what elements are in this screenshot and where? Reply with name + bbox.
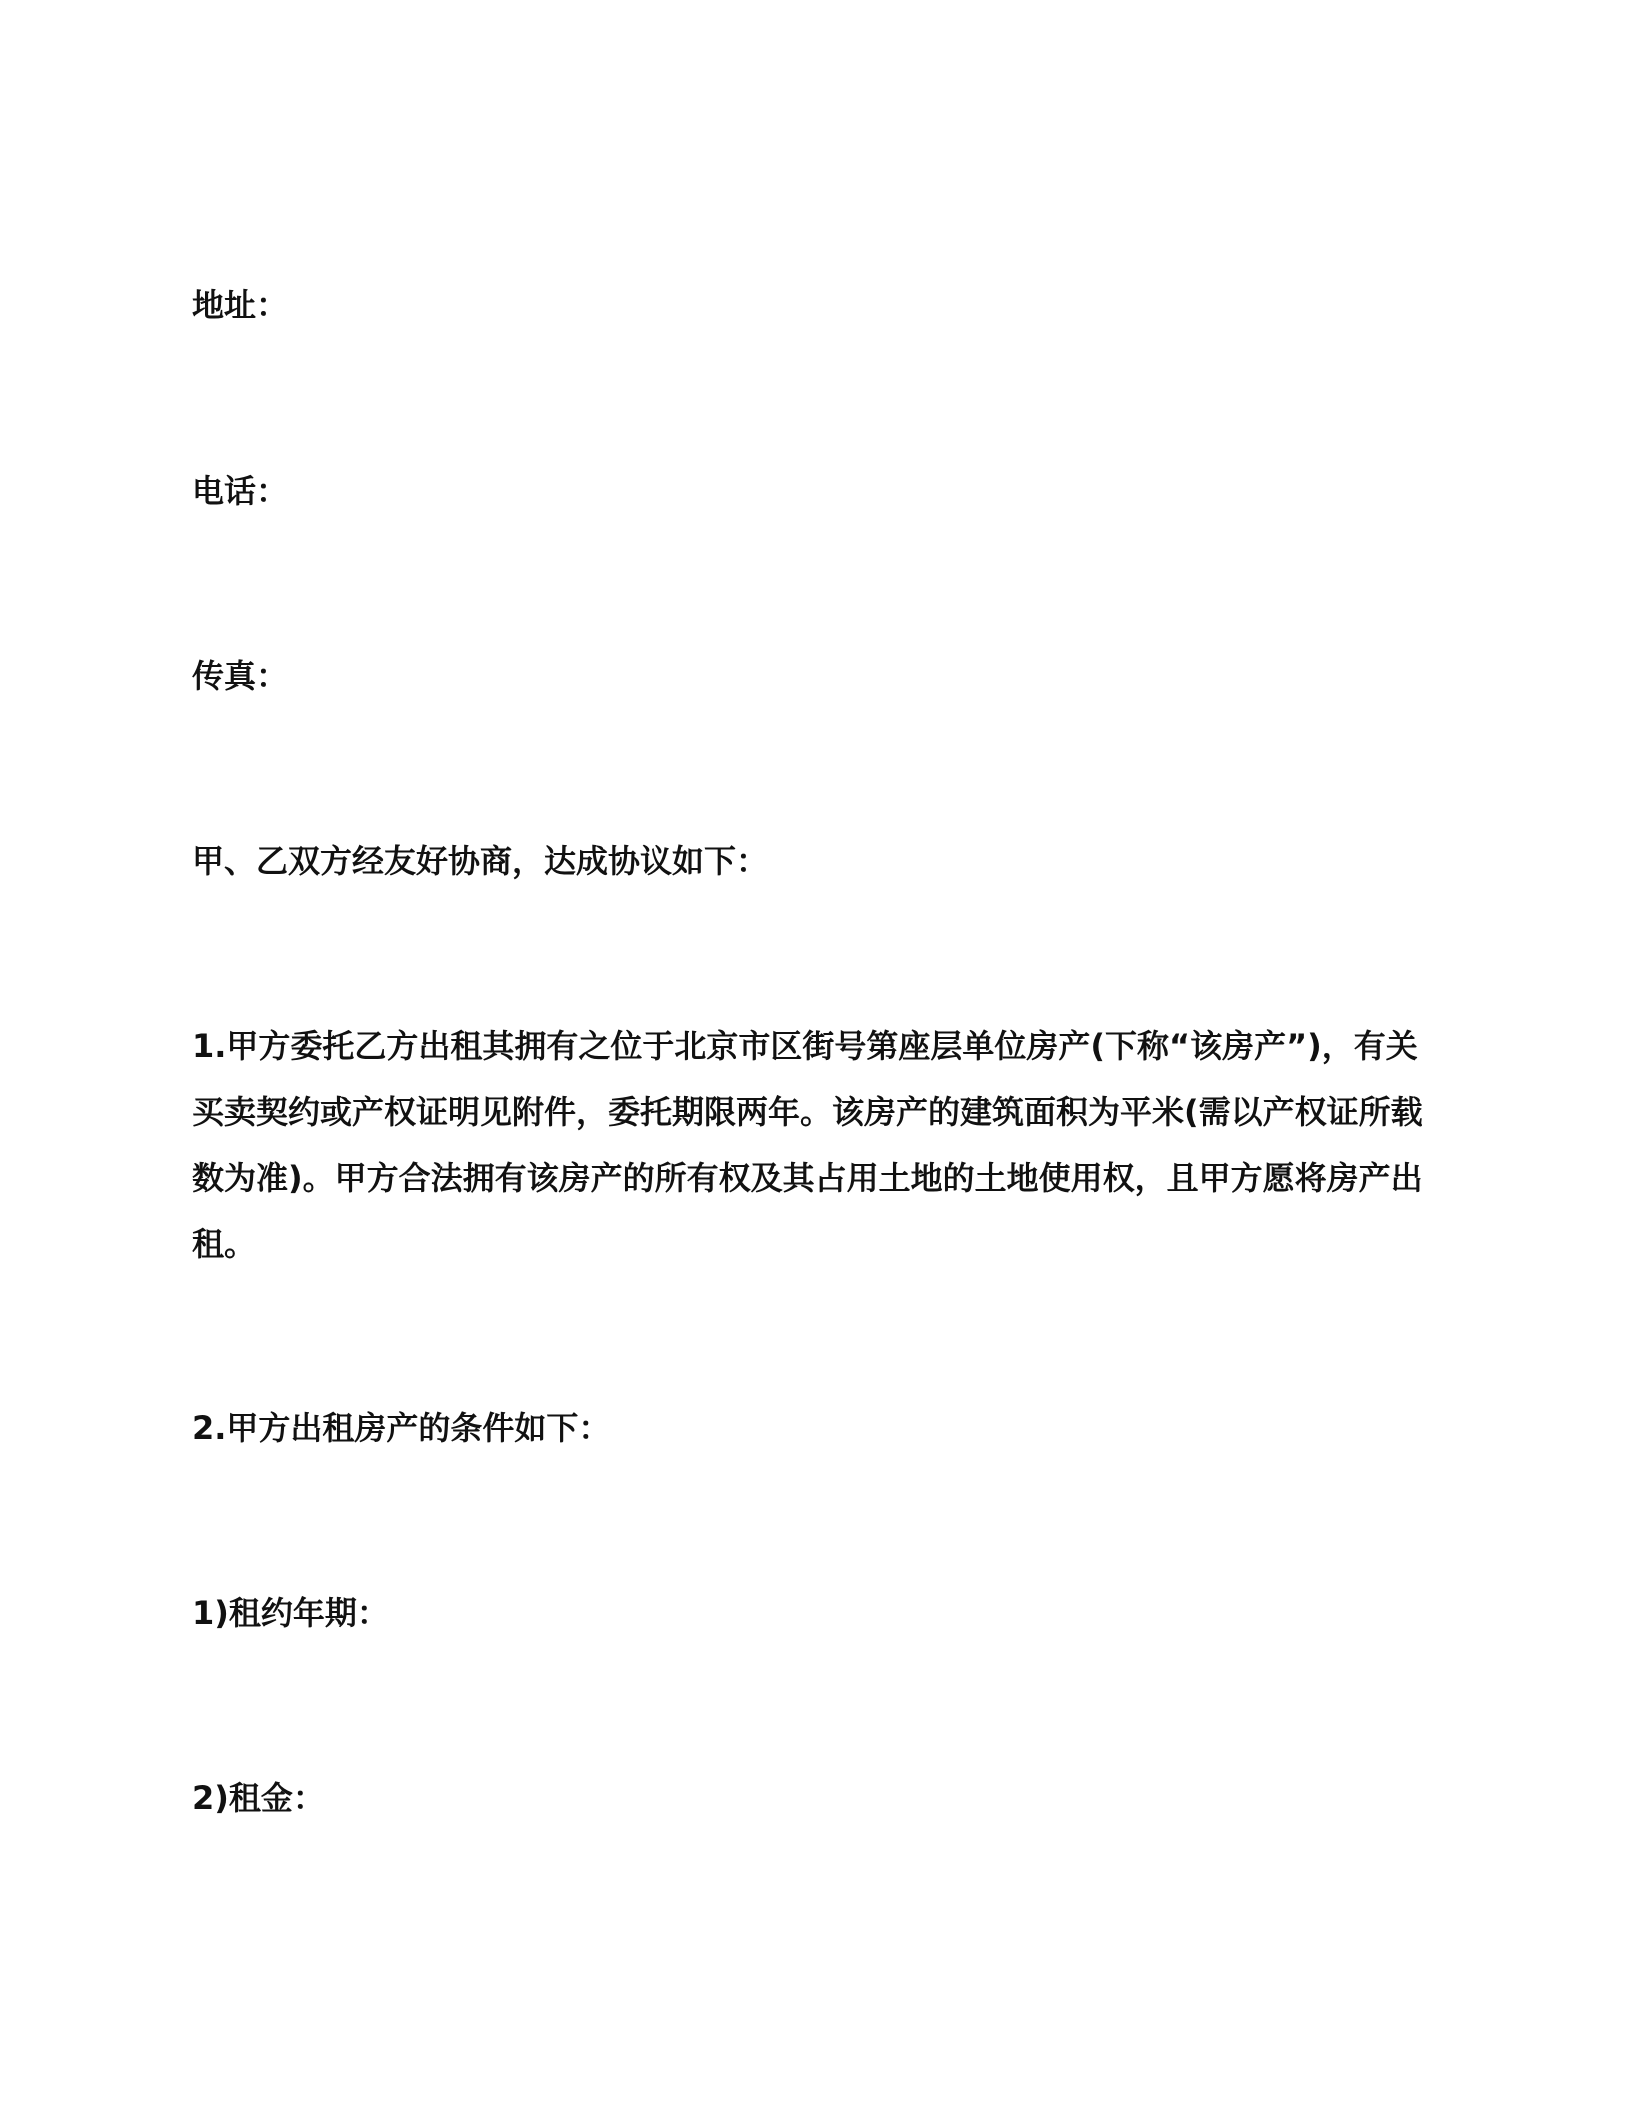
clause-1-line: 买卖契约或产权证明见附件，委托期限两年。该房产的建筑面积为平米(需以产权证所载: [192, 1093, 1423, 1131]
clause-1: [192, 1013, 1428, 1277]
rent-item: 2)租金：: [192, 1779, 325, 1817]
clause-1-line: 数为准)。甲方合法拥有该房产的所有权及其占用土地的土地使用权，且甲方愿将房产出: [192, 1159, 1423, 1197]
address-label: 地址：: [192, 286, 289, 324]
clause-2-title: 2.甲方出租房产的条件如下：: [192, 1409, 611, 1447]
agreement-intro: 甲、乙双方经友好协商，达成协议如下：: [192, 842, 769, 880]
clause-1-line: 租。: [192, 1225, 257, 1263]
lease-term-item: 1)租约年期：: [192, 1594, 389, 1632]
fax-label: 传真：: [192, 657, 289, 695]
clause-1-line: 1.甲方委托乙方出租其拥有之位于北京市区街号第座层单位房产(下称“该房产”)，有关: [192, 1027, 1418, 1065]
phone-label: 电话：: [192, 472, 289, 510]
